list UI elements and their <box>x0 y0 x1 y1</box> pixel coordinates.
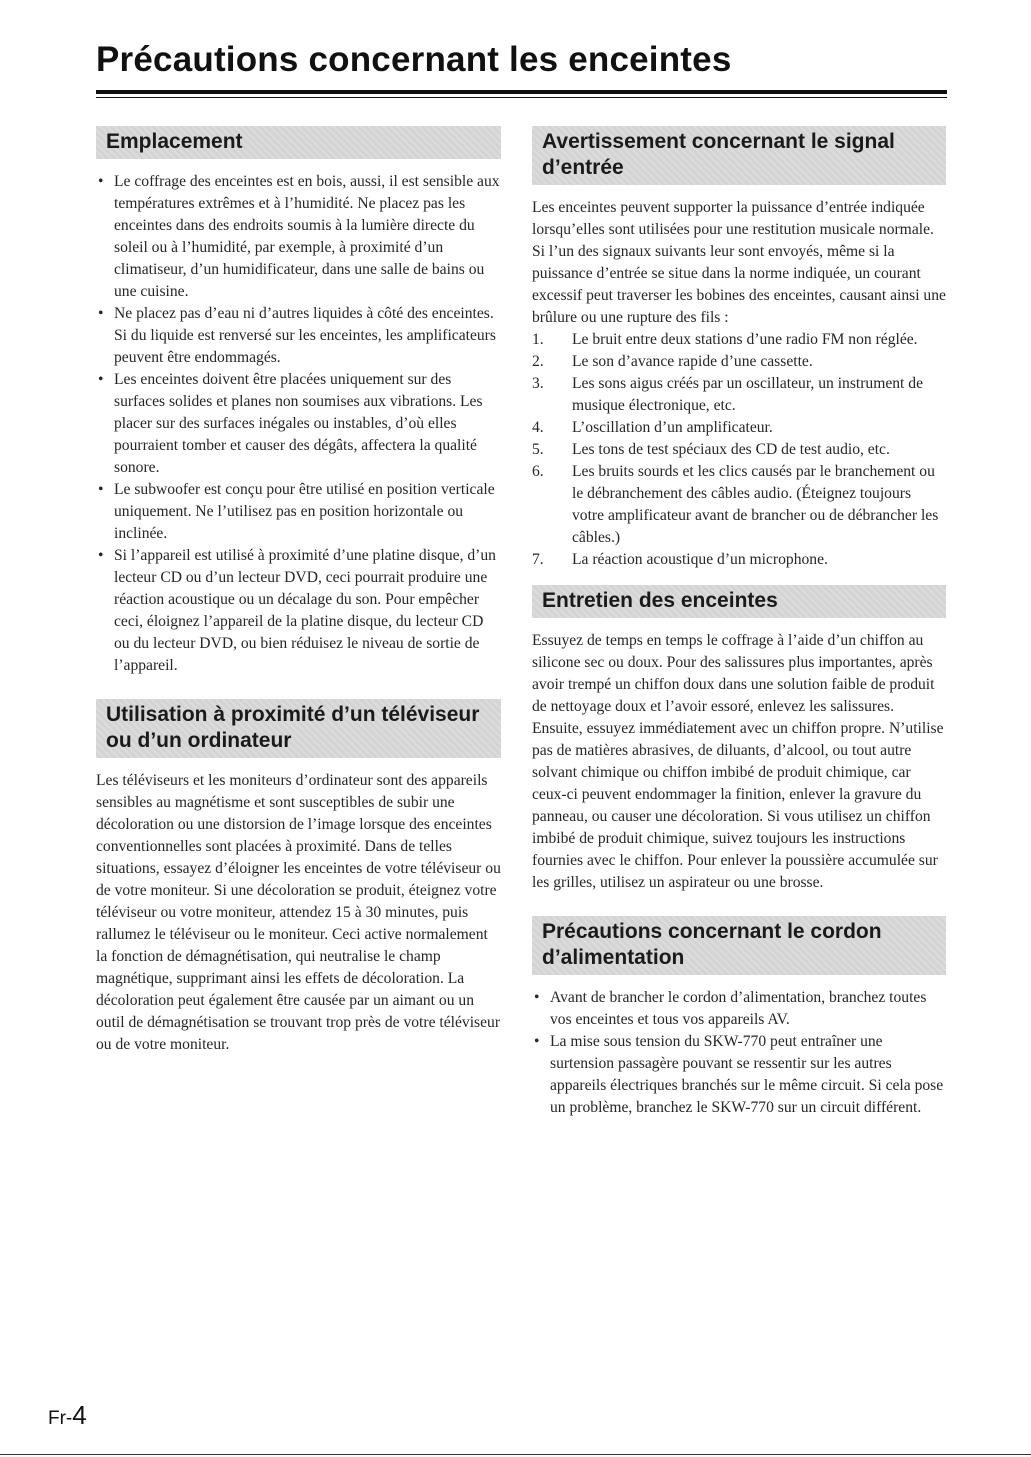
list-item <box>532 461 946 549</box>
bullet-icon: • <box>98 481 104 498</box>
list-item-text: Le coffrage des enceintes est en bois, aussi, il est sensible aux températures extrêmes et à l’humidité. Ne placez pas les enceintes dans des endroits soumis à la lumière directe du soleil ou à l’humidité, par exemple, à proximité d’un climatiseur, d’un humidificateur, dans une salle de bains ou une cuisine. <box>114 173 500 300</box>
cordon-list <box>532 987 946 1119</box>
list-item-text: Les tons de test spéciaux des CD de test audio, etc. <box>572 441 890 458</box>
section-signal <box>532 126 946 571</box>
list-item <box>532 351 946 373</box>
list-item-text: Le subwoofer est conçu pour être utilisé en position verticale uniquement. Ne l’utilisez pas en position horizontale ou inclinée. <box>114 481 495 542</box>
list-item <box>96 303 501 369</box>
list-item-number: 5. <box>532 441 544 458</box>
list-item-text: Le son d’avance rapide d’une cassette. <box>572 353 813 370</box>
bottom-rule <box>0 1454 1031 1455</box>
list-item <box>96 369 501 479</box>
list-item <box>532 373 946 417</box>
section-entretien <box>532 585 946 894</box>
title-rule-thick <box>96 90 947 94</box>
emplacement-list <box>96 171 501 677</box>
list-item-number: 1. <box>532 331 544 348</box>
list-item <box>532 439 946 461</box>
page-number <box>48 1400 87 1431</box>
list-item-text: Les enceintes doivent être placées uniquement sur des surfaces solides et planes non soumises aux vibrations. Les placer sur des surfaces inégales ou instables, d’où elles pourraient tomber et causer des dégâts, affectera la qualité sonore. <box>114 371 483 476</box>
list-item-text: Le bruit entre deux stations d’une radio FM non réglée. <box>572 331 918 348</box>
page-title: Précautions concernant les enceintes <box>96 40 732 79</box>
list-item-text: L’oscillation d’un amplificateur. <box>572 419 773 436</box>
list-item <box>532 987 946 1031</box>
left-column <box>96 126 501 1078</box>
list-item-number: 6. <box>532 463 544 480</box>
bullet-icon: • <box>98 305 104 322</box>
list-item-text: Si l’appareil est utilisé à proximité d’une platine disque, d’un lecteur CD ou d’un lecteur DVD, ceci pourrait produire une réaction acoustique ou un décalage du son. Pour empêcher ceci, éloignez l’appareil de la platine disque, du lecteur CD ou du lecteur DVD, ou bien réduisez le niveau de sortie de l’appareil. <box>114 547 496 674</box>
tv-body: Les téléviseurs et les moniteurs d’ordinateur sont des appareils sensibles au magnétisme et sont susceptibles de subir une décoloration ou une distorsion de l’image lorsque des enceintes conventionnelles sont placées à proximité. Dans de telles situations, essayez d’éloigner les enceintes de votre téléviseur ou de votre moniteur. Si une décoloration se produit, éteignez votre téléviseur ou votre moniteur, attendez 15 à 30 minutes, puis rallumez le téléviseur ou le moniteur. Ceci active normalement la fonction de démagnétisation, qui neutralise le champ magnétique, supprimant ainsi les effets de décoloration. La décoloration peut également être causée par un aimant ou un outil de démagnétisation se trouvant trop près de votre téléviseur ou de votre moniteur. <box>96 772 501 1053</box>
list-item <box>532 417 946 439</box>
section-heading-cordon: Précautions concernant le cordon d’alimentation <box>532 916 946 975</box>
list-item <box>96 545 501 677</box>
section-heading-entretien: Entretien des enceintes <box>532 585 946 618</box>
right-column <box>532 126 946 1141</box>
section-tv <box>96 699 501 1056</box>
list-item-number: 2. <box>532 353 544 370</box>
list-item-text: Les sons aigus créés par un oscillateur, un instrument de musique électronique, etc. <box>572 375 924 414</box>
section-heading-tv: Utilisation à proximité d’un téléviseur ou d’un ordinateur <box>96 699 501 758</box>
list-item-text: Ne placez pas d’eau ni d’autres liquides à côté des enceintes. Si du liquide est renversé sur les enceintes, les amplificateurs peuvent être endommagés. <box>114 305 496 366</box>
list-item-text: Les bruits sourds et les clics causés par le branchement ou le débranchement des câbles audio. (Éteignez toujours votre amplificateur avant de brancher ou de débrancher les câbles.) <box>572 463 939 546</box>
title-rule-thin <box>96 97 947 98</box>
bullet-icon: • <box>98 173 104 190</box>
list-item <box>96 479 501 545</box>
section-heading-emplacement: Emplacement <box>96 126 501 159</box>
list-item-number: 3. <box>532 375 544 392</box>
list-item <box>96 171 501 303</box>
list-item-number: 4. <box>532 419 544 436</box>
list-item-text: La réaction acoustique d’un microphone. <box>572 551 828 568</box>
bullet-icon: • <box>98 547 104 564</box>
section-cordon <box>532 916 946 1119</box>
page-number-value: 4 <box>72 1400 87 1430</box>
bullet-icon: • <box>534 1033 540 1050</box>
list-item <box>532 329 946 351</box>
list-item-text: La mise sous tension du SKW-770 peut entraîner une surtension passagère pouvant se ressentir sur les autres appareils électriques branchés sur le même circuit. Si cela pose un problème, branchez le SKW-770 sur un circuit différent. <box>550 1033 944 1116</box>
signal-list <box>532 329 946 571</box>
entretien-body: Essuyez de temps en temps le coffrage à l’aide d’un chiffon au silicone sec ou doux. Pour des salissures plus importantes, après avoir trempé un chiffon doux dans une solution faible de produit de nettoyage doux et l’avoir essoré, enlevez les salissures. Ensuite, essuyez immédiatement avec un chiffon propre. N’utilise pas de matières abrasives, de diluants, d’alcool, ou tout autre solvant chimique ou chiffon imbibé de produit chimique, car ceux-ci peuvent endommager la finition, enlever la gravure du panneau, ou causer une décoloration. Si vous utilisez un chiffon imbibé de produit chimique, suivez toujours les instructions fournies avec le chiffon. Pour enlever la poussière accumulée sur les grilles, utilisez un aspirateur ou une brosse. <box>532 632 944 891</box>
bullet-icon: • <box>98 371 104 388</box>
list-item <box>532 1031 946 1119</box>
page-number-prefix: Fr- <box>48 1408 73 1429</box>
section-emplacement <box>96 126 501 677</box>
signal-intro: Les enceintes peuvent supporter la puissance d’entrée indiquée lorsqu’elles sont utilisées pour une restitution musicale normale. Si l’un des signaux suivants leur sont envoyés, même si la puissance d’entrée se situe dans la norme indiquée, un courant excessif peut traverser les bobines des enceintes, causant ainsi une brûlure ou une rupture des fils : <box>532 199 946 326</box>
list-item <box>532 549 946 571</box>
section-heading-signal: Avertissement concernant le signal d’entrée <box>532 126 946 185</box>
list-item-number: 7. <box>532 551 544 568</box>
bullet-icon: • <box>534 989 540 1006</box>
list-item-text: Avant de brancher le cordon d’alimentation, branchez toutes vos enceintes et tous vos appareils AV. <box>550 989 927 1028</box>
